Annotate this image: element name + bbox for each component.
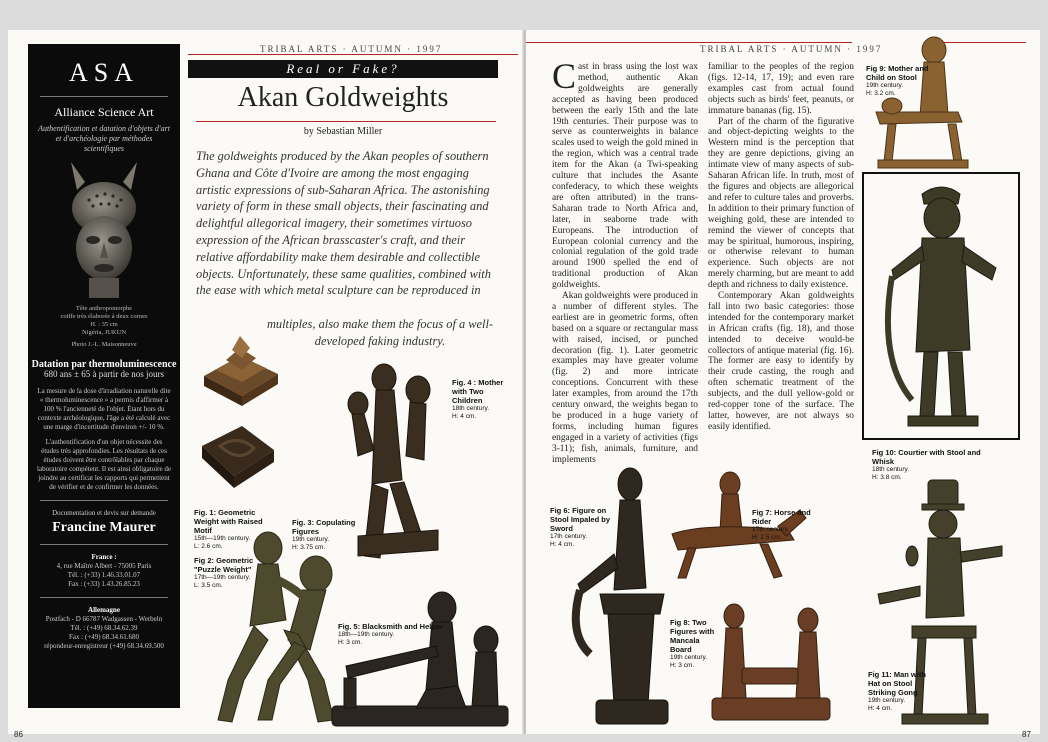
body-text: Part of the charm of the figurative and object-depicting weights to the Western mind is the perception that they are genre depictions, giving an intimate view of many aspects of sub-Saharan African life. In truth, most of the figures and objects are allegorical and refer to culture tales and proverbs. In addition to their primary function of weighing gold, these are intended to remind the viewer of concepts that may be spiritual, humorous, inspiring, or otherwise relevant to human experience. Such objects are not merely charming, but are meant to add depth and richness to daily existence. (708, 116, 854, 291)
figure-size: H: 3 cm. (670, 662, 695, 669)
divider (40, 544, 168, 545)
figure-size: H: 3 cm. (338, 639, 363, 646)
ad-logo: ASA (68, 58, 139, 87)
figure-date: 17th—19th century. (194, 574, 251, 581)
body-text: Contemporary Akan goldweights fall into two basic categories: those intended for the contemporary market in African crafts (fig. 18), and those intended to deceive would-be collectors of antique material (fig. 16). The former are easy to identify by their crude casting, the rough and often schematic treatment of the subjects, and the dull yellow-gold or red-copper tone of the surface. The latter, however, are not always so easily identified. (708, 291, 854, 432)
figure-title: Fig 8: Two Figures with Mancala Board (670, 618, 715, 654)
ad-germany-phone: Tél. : (+49) 68.34.62.39 (70, 624, 138, 632)
figure-size: H: 2.5 cm. (752, 534, 782, 541)
ad-heading: Datation par thermoluminescence (31, 359, 177, 370)
asa-advertisement (28, 44, 180, 708)
figure-size: L: 3.5 cm. (194, 582, 223, 589)
figure-title: Fig 7: Horse and Rider (752, 508, 811, 526)
figure-date: 17th century. (550, 533, 588, 540)
article-title: Akan Goldweights (237, 82, 449, 113)
header-rule (526, 42, 852, 43)
caption-line: Photo J.-L. Maisonneuve (71, 341, 137, 348)
caption-line: coiffe très élaborée à deux cornes (60, 313, 148, 320)
figure-date: 19th century. (292, 536, 330, 543)
fig8-two-figures-mancala-image (704, 598, 836, 732)
fig5-blacksmith-helper-image (326, 586, 516, 732)
ad-france-phone: Tél. : (+33) 1.46.33.01.07 (67, 571, 141, 579)
figure-size: H: 4 cm. (452, 413, 477, 420)
figure-date: 17th century. (752, 526, 790, 533)
figure-size: L: 2.6 cm. (194, 543, 223, 550)
fig4-mother-two-children-image (328, 360, 458, 570)
article-lede: The goldweights produced by the Akan peoples of southern Ghana and Côte d'Ivoire are among the most engaging artistic expressions of sub-Saharan Africa. The astonishing variety of form in these small objects, their fascinating and delightful allegorical imagery, their sometimes virtuoso expression of the African brasscaster's craft, and their relative affordability make them desirable and collectible objects. Unfortunately, these same qualities, combined with the ease with which metal sculpture can be reproduced in (196, 149, 491, 298)
divider (40, 500, 168, 501)
figure-size: H: 4 cm. (868, 705, 893, 712)
figure-title: Fig 10: Courtier with Stool and Whisk (872, 448, 981, 466)
figure-date: 18th—19th century. (338, 631, 395, 638)
byline: by Sebastian Miller (303, 126, 383, 137)
fig8-caption (670, 618, 722, 670)
ad-germany-fax: Fax : (+49) 68.34.61.680 (68, 633, 140, 641)
fig9-mother-child-stool-image (868, 34, 972, 174)
fig5-caption (338, 622, 448, 647)
figure-title: Fig. 5: Blacksmith and Helper (338, 622, 444, 631)
figure-title: Fig 2: Geometric "Puzzle Weight" (194, 556, 254, 574)
running-head: TRIBAL ARTS · AUTUMN · 1997 (260, 44, 443, 54)
figure-date: 18th century. (872, 466, 910, 473)
fig10-courtier-image (872, 180, 1012, 434)
fig11-caption (868, 670, 938, 713)
ad-paragraph-1: La mesure de la dose d'irradiation naturelle dite « thermoluminescence » a permis d'affirmer à 100 % l'ancienneté de l'objet. Étant hors du contexte archéologique, l'âge a été calculé avec une marge d'incertitude d'environ +/- 10 %. (37, 387, 171, 431)
fig6-caption (550, 506, 610, 549)
section-banner: Real or Fake? (188, 60, 498, 78)
caption-line: Tête anthropomorphe (75, 305, 133, 312)
caption-line: H. : 35 cm (90, 321, 118, 328)
figure-date: 19th century. (670, 654, 708, 661)
right-page (526, 30, 1040, 739)
fig2-puzzle-weight-image (194, 416, 278, 496)
ad-france-address: 4, rue Maître Albert - 75005 Paris (56, 562, 152, 570)
fig1-geometric-weight-image (194, 326, 286, 408)
ad-france-fax: Fax : (+33) 1.43.26.85.23 (68, 580, 140, 588)
page-number-left: 86 (14, 730, 23, 739)
fig9-caption (866, 64, 936, 98)
body-column-2 (708, 62, 854, 433)
divider (40, 96, 168, 97)
body-text: ast in brass using the lost wax method, authentic Akan goldweights are generally accepted as having been produced between the early 15th and the late 19th centuries. Their purpose was to serve as counterweights in balance scales used to weigh the gold mined in the region, which was a central trade item for the Akan (a Twi-speaking culture that includes the Asante confederacy, to which these weights are often attributed) in the trans-Saharan trade to North Africa and, later, in seaborne trade with Europeans. The introduction of European colonial currency and the colonial regulation of the gold trade around 1900 spelled the end of traditional production of Akan goldweights. (552, 62, 698, 291)
divider (40, 597, 168, 598)
ad-image-caption (28, 305, 180, 349)
header-rule (188, 54, 518, 55)
terracotta-head-image (49, 160, 159, 300)
ad-paragraph-2: L'authentification d'un objet nécessite des études très approfondies. Les résultats de ces études doivent être contrôlables par chaque laboratoire compétent. Il est ainsi obligatoire de joindre au certificat les rapports qui permettent de vérifier et de confirmer les données. (37, 438, 171, 491)
article-lede-end: multiples, also make them the focus of a well-developed faking industry. (266, 317, 494, 348)
figure-date: 15th—19th century. (194, 535, 251, 542)
figure-date: 19th century. (868, 697, 906, 704)
figure-title: Fig 9: Mother and Child on Stool (866, 64, 929, 82)
ad-contact-name: Francine Maurer (52, 520, 156, 535)
figure-title: Fig. 3: Copulating Figures (292, 518, 356, 536)
ad-doc-line: Documentation et devis sur demande (52, 509, 156, 517)
caption-line: Nigéria, JUKUN (81, 329, 127, 336)
figure-date: 18th century. (452, 405, 490, 412)
figure-size: H: 3.75 cm. (292, 544, 326, 551)
figure-title: Fig 6: Figure on Stool Impaled by Sword (550, 506, 611, 533)
figure-title: Fig. 1: Geometric Weight with Raised Motif (194, 508, 263, 535)
ad-subheading: 680 ans ± 65 à partir de nos jours (44, 369, 164, 379)
fig7-caption (752, 508, 822, 542)
fig4-caption (452, 378, 516, 421)
ad-company-name: Alliance Science Art (54, 105, 154, 119)
fig6-figure-impaled-image (560, 464, 672, 730)
ad-germany-label: Allemagne (88, 606, 120, 614)
figure-date: 19th century. (866, 82, 904, 89)
ad-tagline: Authentification et datation d'objets d'art et d'archéologie par méthodes scientifiques (38, 124, 170, 153)
left-page (8, 30, 524, 739)
drop-cap: C (552, 56, 577, 96)
figure-size: H: 3.2 cm. (866, 90, 896, 97)
figure-size: H: 3.8 cm. (872, 474, 902, 481)
body-text: familiar to the peoples of the region (figs. 12-14, 17, 19); and even rare examples cast from actual found objects such as birds' feet, peanuts, or immature bananas (fig. 15). (708, 62, 854, 116)
ad-germany-answering: répondeur-enregistreur (+49) 68.34.69.500 (44, 642, 164, 650)
ad-france-label: France : (91, 553, 117, 561)
title-rule (196, 121, 496, 122)
body-column-1 (552, 56, 698, 466)
figure-size: H: 4 cm. (550, 541, 575, 548)
ad-germany-address: Postfach - D 66787 Wadgassen - Werbeln (45, 615, 163, 623)
figure-title: Fig 11: Man with Hat on Stool Striking Gong (868, 670, 926, 697)
page-number-right: 87 (1022, 730, 1031, 739)
body-text: Akan goldweights were produced in a number of different styles. The earliest are in geometric forms, often based on a square or rectangular mass with raised, incised, or punched decoration (fig. 1). Later geometric examples may have greater volume (fig. 2) and more intricate conceptions. Concurrent with these later examples, from around the 17th century onward, the weights began to be produced in a huge variety of forms, including human figures engaged in a variety of activities (figs 3-11); fish, animals, furniture, and implements (552, 291, 698, 465)
figure-title: Fig. 4 : Mother with Two Children (452, 378, 504, 405)
running-head: TRIBAL ARTS · AUTUMN · 1997 (700, 44, 883, 54)
